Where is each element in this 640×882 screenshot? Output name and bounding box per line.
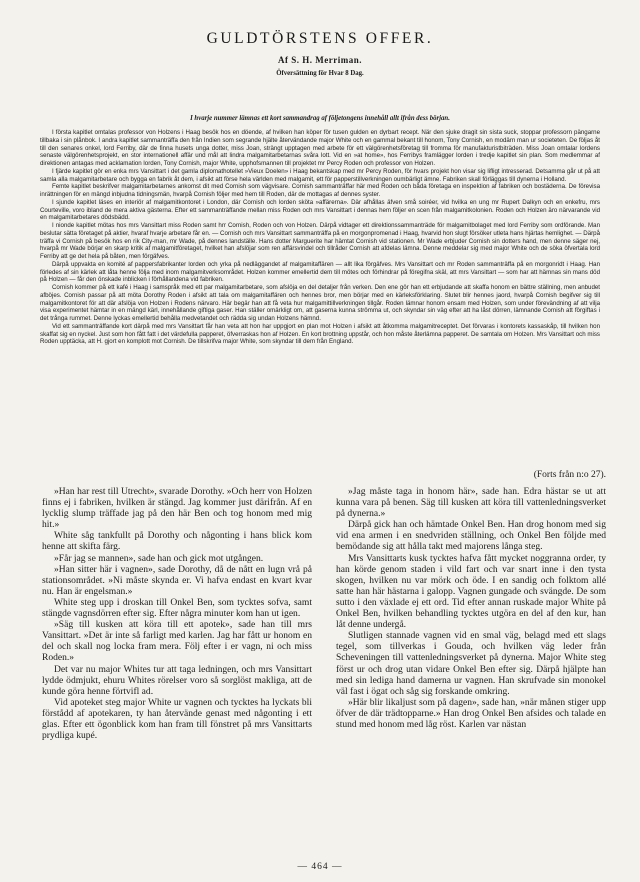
author-line: Af S. H. Merriman. [278,55,362,65]
summary-paragraph: Därpå uppvakta en komité af pappersfabrikanter lorden och yrka på nedläggandet af malgamitaffären — allt lika förgäfves. Mrs Vansittart och mr Roden sammanträffa på en morgonridt i Haag. Han förledes af sin kärlek att låta henne följa med inom malgamitverksområdet. Holzen kommer emellertid dem till mötes och förhindrar på föregifna skäl, att mrs Vansittart — som har att hämnas sin mans död på Holzen — får den önskade inblicken i förhållandena vid fabriken. [40,260,600,284]
summary-paragraph: I nionde kapitlet mötas hos mrs Vansittart miss Roden samt hrr Cornish, Roden och von Holzen. Därpå vidtager ett direktionssammanträde för malgamitbolaget med lord Ferriby som ordförande. Man beslutar sätta företaget på aktier, hvaraf hvarje arbetare får en. — Cornish och mrs Vansittart sammanträffa på en morgonpromenad i Haag, hvarvid hon slugt försöker utleta hans hjärtas hemlighet. — Därpå träffa vi Cornish på besök hos en rik City-man, mr Wade, på dennes landställe. Hans dotter Marguerite har hämtat Cornish vid stationen. Mr Wade erbjuder Cornish sin dotters hand, men denne säger nej, hvarpå mr Wade börjar en skarp kritik af malgamitföretaget, hvilket han afslöjar som ren affärsvindel och tillråder Cornish att afdelas lämna. Denne meddelar sig med major White och de söka öfvertala lord Ferriby att ge det hela på båten, men förgäfves. [40,222,600,260]
story-title: GULDTÖRSTENS OFFER. [206,30,434,47]
continuation-note: (Forts från n:o 27). [533,470,606,480]
body-paragraph: »Han sitter här i vagnen», sade Dorothy, då de nått en lugn vrå på stationsområdet. »Ni måste skynda er. Vi hafva endast en kvart kvar nu. Han är engelsman.» [42,563,312,597]
body-paragraph: White såg tankfullt på Dorothy och någonting i hans blick kom henne att skifta färg. [42,530,312,553]
left-column [42,486,312,856]
summary-paragraph: I sjunde kapitlet läses en interiör af malgamitkontoret i London, där Cornish och lorden sköta »affärerna». Där afhållas äfven små soiréer, vid hvilka en ung mr Rupert Dalkyn och en enkefru, mrs Courteville, voro ibland de mera aktiva gästerna. Efter ett sammanträffande mellan miss Roden och mrs Vansittart i dennas hem följer en scen från malgamitkolonien. Roden och Holzen äro närvarande vid en malgamitarbetares dödsbädd. [40,198,600,222]
summary-paragraph: I första kapitlet omtalas professor von Holzens i Haag besök hos en döende, af hvilken han köper för tusen gulden en dyrbart recept. När den sjuke dragit sin sista suck, stoppar professorn pängarne tillbaka i sin plånbok. I andra kapitlet sammanträffa den från Indien som segrande hjälte återvändande major White och en gammal bekant till honom, Tony Cornish, en modärn man ur societeten. De följas åt till den senares onkel, lord Ferriby, där de finna husets unga dotter, miss Joan, strängt upptagen med arbete för ett välgörenhetsföretag till fromma för manufakturistbiträden. Miss Joan omtalar lordens senaste välgörenhetsprojekt, en stor internationell affär und mål att lindra malgamitarbetarnas svåra lott. Vid en »at home», hos Ferribys framlägger lorden i tredje kapitlet sin plan. Som medlemmar af direktionen antagas med acklamation lorden, Tony Cornish, major White, upphofsmannen till projektet mr Percy Roden och professor von Holzen. [40,129,600,167]
page-number: — 464 — [297,862,343,872]
body-paragraph: »Jag måste taga in honom här», sade han. Edra hästar se ut att kunna vara på benen. Säg till kusken att köra till vattenledningsverket på dynerna.» [336,486,606,520]
summary-paragraph: Cornish kommer på ett kafé i Haag i samspråk med ett par malgamitarbetare, som afslöja en del detaljer från verken. Den ene gör han ett erbjudande att skaffa honom en bättre ställning, men anbudet afböjes. Cornish passar på att möta Dorothy Roden i afsikt att tala om malgamitaffären och hennes bror, men börjar med en kärleksförklaring. Slutet blir hennes jaord, hvarpå Cornish begifver sig till malgamitkontoret för att där afslöja von Holzen i Rodens närvaro. Här begär han att få veta hur malgamittillverkningen tillgår. Roden lämnar honom ensam med Holzen, som under förevändning af att vilja visa experimentet hämtar in en mängd kärl, innehållande giftiga gaser. Han ställer omärkligt om, att gaserna kunna strömma ut, och skyndar sin väg efter att ha låst dörren, lämnande Cornish att förgiftas i det trånga rummet. Denne lyckas emellertid behålla medvetandet och rädda sig undan Holzens hämnd. [40,284,600,322]
body-paragraph: White steg upp i droskan till Onkel Ben, som tycktes sofva, samt stängde vagnsdörren efter sig. Efter några minuter kom han ut igen. [42,596,312,620]
summary-paragraph: I fjärde kapitlet gör en enka mrs Vansittart i det gamla diplomathotellet »Vieux Doelen» i Haag bekantskap med mr Percy Roden, för hvars projekt hon visar sig lifligt intresserad. Detsamma går ut på att samla alla malgamitarbetare och bygga en fabrik åt dem, i afsikt att förse hela världen med malgamit, ett för papperstillverkningen oumbärligt ämne. Fabriken skall förläggas till dynerna i Holland. [40,167,600,183]
body-paragraph: Det var nu major Whites tur att taga ledningen, och mrs Vansittart lydde ödmjukt, ehuru Whites rörelser voro så sorglöst makliga, att de kunde göra henne förtvifl ad. [42,663,312,697]
body-paragraph: »Får jag se mannen», sade han och gick mot utgången. [54,552,264,564]
right-column [336,486,606,856]
translation-note: Öfversättning för Hvar 8 Dag. [276,70,364,77]
body-paragraph: Mrs Vansittarts kusk tycktes hafva fått mycket noggranna order, ty han körde genom staden i vild fart och var snart inne i den tysta skogen, hvilken nu var mörk och öde. I en sandig och folktom allé satte han här hästarna i galopp. Vagnen gungade och svängde. De som sutto i den växlade ej ett ord. Tid efter annan ruskade major White på Onkel Ben, hvilken behandling tycktes utgöra en del af den kur, han låt denne undergå. [336,552,606,631]
story-columns [42,486,606,856]
body-paragraph: Därpå gick han och hämtade Onkel Ben. Han drog honom med sig vid ena armen i en snedvriden ställning, och Onkel Ben följde med bemödande sig att hålla takt med majorens långa steg. [336,519,606,553]
summary-paragraph: Femte kapitlet beskrifver malgamitarbetarnes ankomst dit med Cornish som vägvisare. Cornish sammanträffar här med Roden och båda företaga en inspektion af fabriken och bostäderna. De förevisa inrättningen för en mängd inbjudna tidningsmän, hvarpå Cornish följer med hem till Roden, där de mottagas af dennes syster. [40,183,600,198]
story-summary [40,129,600,346]
summary-intro: I hvarje nummer lämnas ett kort sammandrag af följetongens innehåll allt ifrån dess början. [190,115,450,122]
body-paragraph: »Här blir likaljust som på dagen», sade han, »när månen stiger upp öfver de där trädtopparne.» Han drog Onkel Ben afsides och talade en stund med honom med låg röst. Karlen var nästan [336,696,606,730]
body-paragraph: Slutligen stannade vagnen vid en smal väg, belagd med ett slags tegel, som tillverkas i Gouda, och hvilken väg leder från Scheveningen till vattenledningsverket på dynerna. Major White steg först ur och drog utan vidare Onkel Ben efter sig. Därpå hjälpte han med sin lediga hand damerna ur vagnen. Han skrufvade sin monokel väl fast i ögat och såg sig forskande omkring. [336,630,606,697]
body-paragraph: »Säg till kusken att köra till ett apotek», sade han till mrs Vansittart. »Det är inte så farligt med karlen. Jag har fått ur honom en del och skall nog locka fram mera. Följ efter i er vagn, ni och miss Roden.» [42,619,312,664]
body-paragraph: Vid apoteket steg major White ur vagnen och tycktes ha lyckats bli förstådd af apotekaren, ty han återvände genast med någonting i ett glas. Efter ett ögonblick kom han fram till fönstret på mrs Vansittarts prydliga kupé. [42,696,312,742]
summary-paragraph: Vid ett sammanträffande kort därpå med mrs Vansittart får han veta att hon har uppgjort en plan mot Holzen i afsikt att åtkomma malgamitreceptet. Det förvaras i kontorets kassaskåp, till hvilken hon skaffat sig en nyckel. Just som hon fått fatt i det värdefulla papperet, öfverraskas hon af Holzen. En kort brottning uppstår, och hon måste återlämna papperet. De samtala om Holzen. Mrs Vansittart och miss Roden upptäcka, att H. gjort en komplott mot Cornish. De tillskrifva major White, som skyndar till dem från England. [40,322,600,346]
body-paragraph: »Han har rest till Utrecht», svarade Dorothy. »Och herr von Holzen finns ej i fabriken, hvilken är stängd. Jag kommer just därifrån. Af en lycklig slump träffade jag på den här Ben och tog honom med mig hit.» [42,486,312,531]
